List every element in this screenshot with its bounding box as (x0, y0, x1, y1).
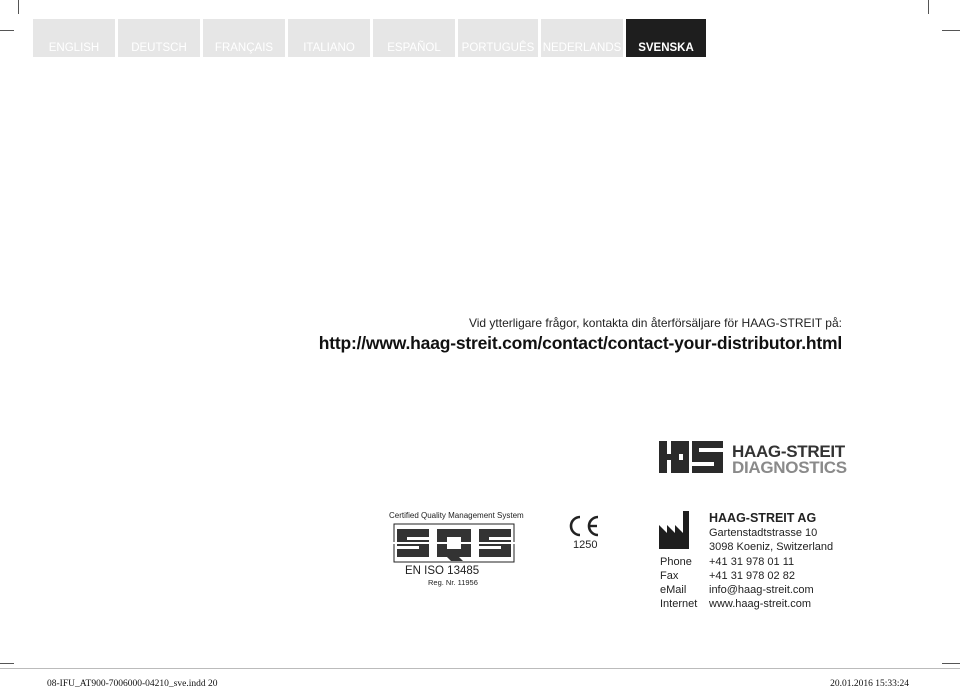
brand-name-line2: DIAGNOSTICS (732, 458, 847, 477)
contact-value-fax: +41 31 978 02 82 (709, 570, 795, 582)
contact-value-internet[interactable]: www.haag-streit.com (709, 598, 812, 610)
contact-value-phone: +41 31 978 01 11 (709, 556, 795, 568)
contact-label-fax: Fax (660, 570, 679, 582)
crop-mark (942, 663, 960, 664)
tab-deutsch[interactable]: DEUTSCH (118, 19, 200, 57)
crop-mark (942, 30, 960, 31)
crop-mark (0, 30, 14, 31)
certification-standard: EN ISO 13485 (405, 565, 480, 577)
ce-notified-body-number: 1250 (573, 539, 598, 551)
tab-nederlands[interactable]: NEDERLANDS (541, 19, 623, 57)
footer-filename: 08-IFU_AT900-7006000-04210_sve.indd 20 (47, 679, 218, 689)
contact-value-email[interactable]: info@haag-streit.com (709, 584, 814, 596)
tab-english[interactable]: ENGLISH (33, 19, 115, 57)
tab-svenska[interactable]: SVENSKA (626, 19, 706, 57)
manufacturer-company: HAAG-STREIT AG (709, 511, 817, 525)
contact-label-internet: Internet (660, 598, 698, 610)
brand-name-line1: HAAG-STREIT (732, 442, 845, 461)
tab-italiano[interactable]: ITALIANO (288, 19, 370, 57)
manufacturer-factory-icon (659, 511, 693, 549)
contact-text: Vid ytterligare frågor, kontakta din återförsäljare för HAAG-STREIT på: (468, 316, 842, 330)
tab-espanol[interactable]: ESPAÑOL (373, 19, 455, 57)
tab-portugues[interactable]: PORTUGUÊS (458, 19, 538, 57)
crop-mark (928, 0, 929, 14)
manufacturer-street: Gartenstadtstrasse 10 (709, 527, 818, 539)
tab-francais[interactable]: FRANÇAIS (203, 19, 285, 57)
crop-mark (18, 0, 19, 14)
certification-title: Certified Quality Management System (389, 511, 524, 520)
contact-label-phone: Phone (660, 556, 692, 568)
ce-mark-icon (566, 514, 602, 538)
footer-timestamp: 20.01.2016 15:33:24 (830, 679, 909, 689)
manufacturer-city: 3098 Koeniz, Switzerland (709, 541, 834, 553)
haag-streit-logo-icon (659, 440, 723, 474)
language-tabs (33, 19, 709, 57)
footer-divider (0, 668, 960, 669)
sqs-certification-icon (393, 523, 515, 563)
contact-label-email: eMail (660, 584, 687, 596)
contact-url-link[interactable]: http://www.haag-streit.com/contact/contact-your-distributor.html (318, 333, 842, 353)
certification-reg: Reg. Nr. 11956 (428, 578, 478, 587)
crop-mark (0, 663, 14, 664)
